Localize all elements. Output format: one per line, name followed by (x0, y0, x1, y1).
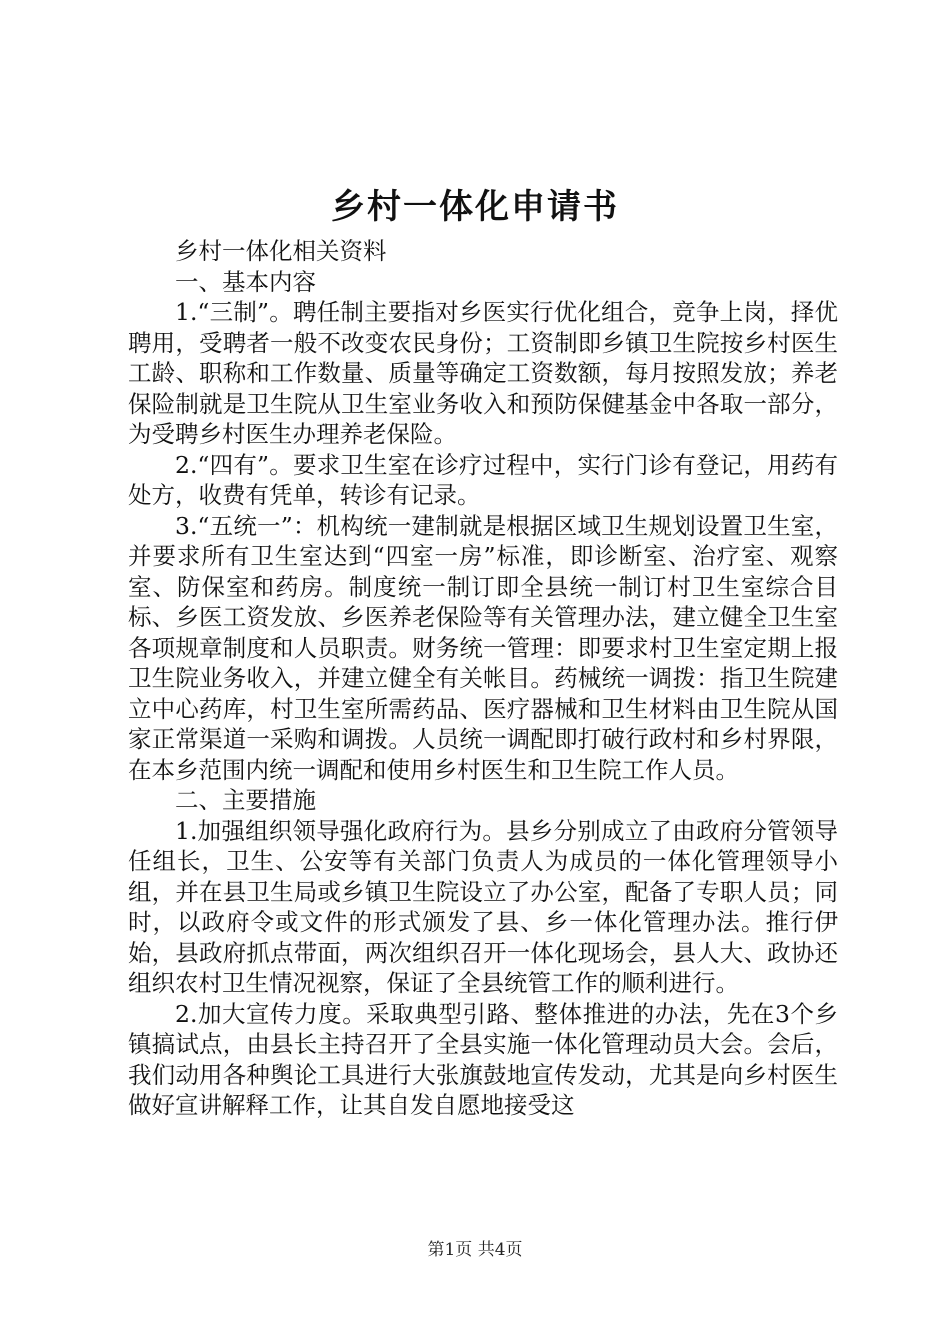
paragraph: 乡村一体化相关资料 (175, 237, 387, 265)
page-number-footer: 第1页 共4页 (427, 1240, 523, 1260)
paragraph: 1.加强组织领导强化政府行为。县乡分别成立了由政府分管领导任组长，卫生、公安等有关部门负责人为成员的一体化管理领导小组，并在县卫生局或乡镇卫生院设立了办公室，配备了专职人员；同时，以政府令或文件的形式颁发了县、乡一体化管理办法。推行伊始，县政府抓点带面，两次组织召开一体化现场会，县人大、政协还组织农村卫生情况视察，保证了全县统管工作的顺利进行。 (128, 816, 838, 997)
section-heading: 二、主要措施 (175, 786, 316, 814)
section-heading: 一、基本内容 (175, 267, 316, 296)
paragraph: 2.“四有”。要求卫生室在诊疗过程中，实行门诊有登记，用药有处方，收费有凭单，转诊有记录。 (128, 450, 838, 509)
document-title: 乡村一体化申请书 (331, 187, 619, 227)
paragraph: 3.“五统一”：机构统一建制就是根据区域卫生规划设置卫生室，并要求所有卫生室达到“四室一房”标准，即诊断室、治疗室、观察室、防保室和药房。制度统一制订即全县统一制订村卫生室综合目标、乡医工资发放、乡医养老保险等有关管理办法，建立健全卫生室各项规章制度和人员职责。财务统一管理：即要求村卫生室定期上报卫生院业务收入，并建立健全有关帐目。药械统一调拨：指卫生院建立中心药库，村卫生室所需药品、医疗器械和卫生材料由卫生院从国家正常渠道一采购和调拨。人员统一调配即打破行政村和乡村界限，在本乡范围内统一调配和使用乡村医生和卫生院工作人员。 (128, 511, 838, 784)
paragraph: 1.“三制”。聘任制主要指对乡医实行优化组合，竞争上岗，择优聘用，受聘者一般不改变农民身份；工资制即乡镇卫生院按乡村医生工龄、职称和工作数量、质量等确定工资数额，每月按照发放；养老保险制就是卫生院从卫生室业务收入和预防保健基金中各取一部分，为受聘乡村医生办理养老保险。 (128, 298, 838, 448)
paragraph: 2.加大宣传力度。采取典型引路、整体推进的办法，先在3个乡镇搞试点，由县长主持召开了全县实施一体化管理动员大会。会后，我们动用各种舆论工具进行大张旗鼓地宣传发动，尤其是向乡村医生做好宣讲解释工作，让其自发自愿地接受这 (128, 999, 838, 1119)
document-body (128, 236, 838, 1121)
